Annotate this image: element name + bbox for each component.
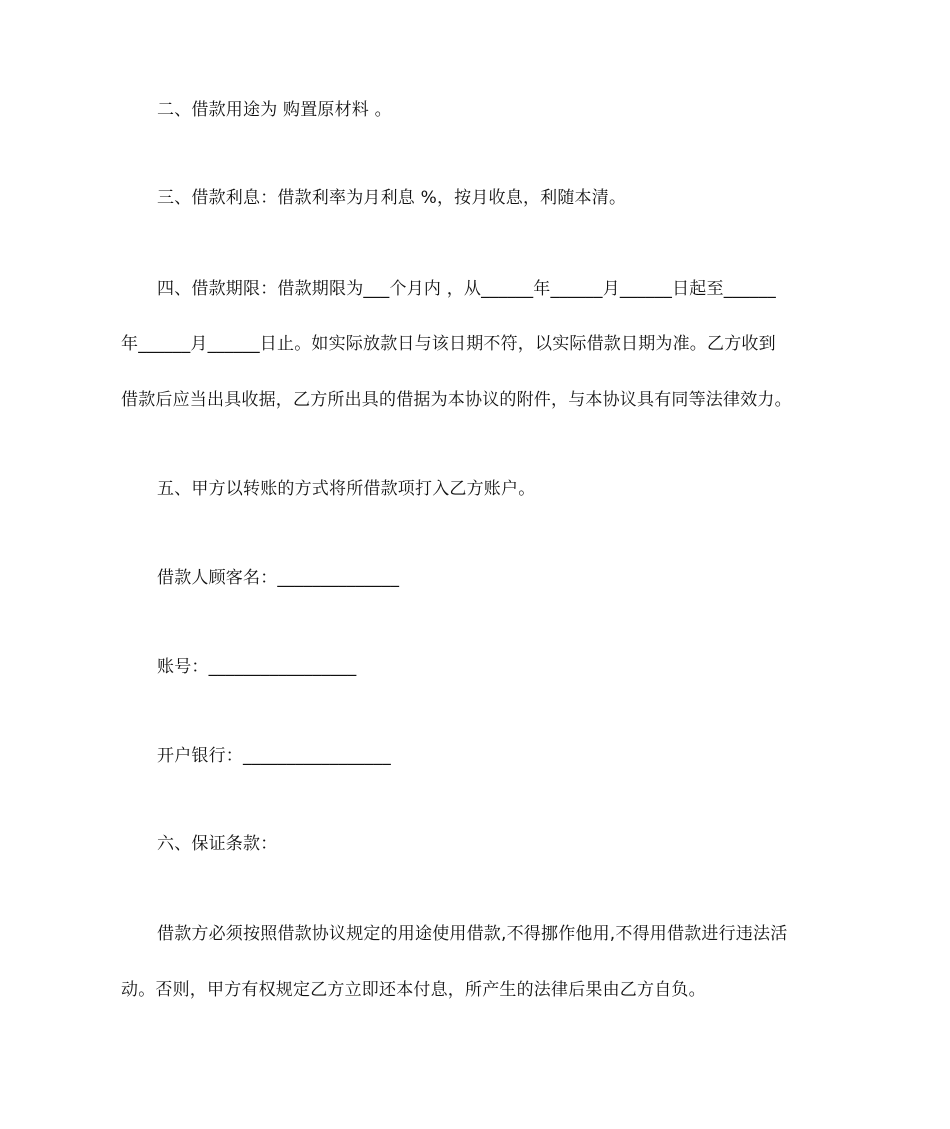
field-borrower-name: 借款人顾客名：______________ xyxy=(157,568,400,588)
clause-guarantee-line-2: 动。否则，甲方有权规定乙方立即还本付息，所产生的法律后果由乙方自负。 xyxy=(121,980,706,1000)
clause-guarantee-line-1: 借款方必须按照借款协议规定的用途使用借款,不得挪作他用,不得用借款进行违法活 xyxy=(157,924,788,944)
clause-guarantee-heading: 六、保证条款： xyxy=(157,834,278,854)
clause-loan-term-line-3: 借款后应当出具收据，乙方所出具的借据为本协议的附件，与本协议具有同等法律效力。 xyxy=(121,390,792,410)
clause-loan-purpose: 二、借款用途为 购置原材料 。 xyxy=(157,100,392,120)
clause-loan-interest: 三、借款利息：借款利率为月利息 %，按月收息，利随本清。 xyxy=(157,188,627,208)
field-account-number: 账号：_________________ xyxy=(157,657,357,677)
clause-loan-term-line-2: 年______月______日止。如实际放款日与该日期不符，以实际借款日期为准。乙方收到 xyxy=(121,334,776,354)
clause-loan-term-line-1: 四、借款期限：借款期限为___个月内 ，从______年______月______日起至______ xyxy=(157,279,776,299)
clause-transfer-method: 五、甲方以转账的方式将所借款项打入乙方账户。 xyxy=(157,479,536,499)
field-bank-name: 开户银行：_________________ xyxy=(157,746,391,766)
